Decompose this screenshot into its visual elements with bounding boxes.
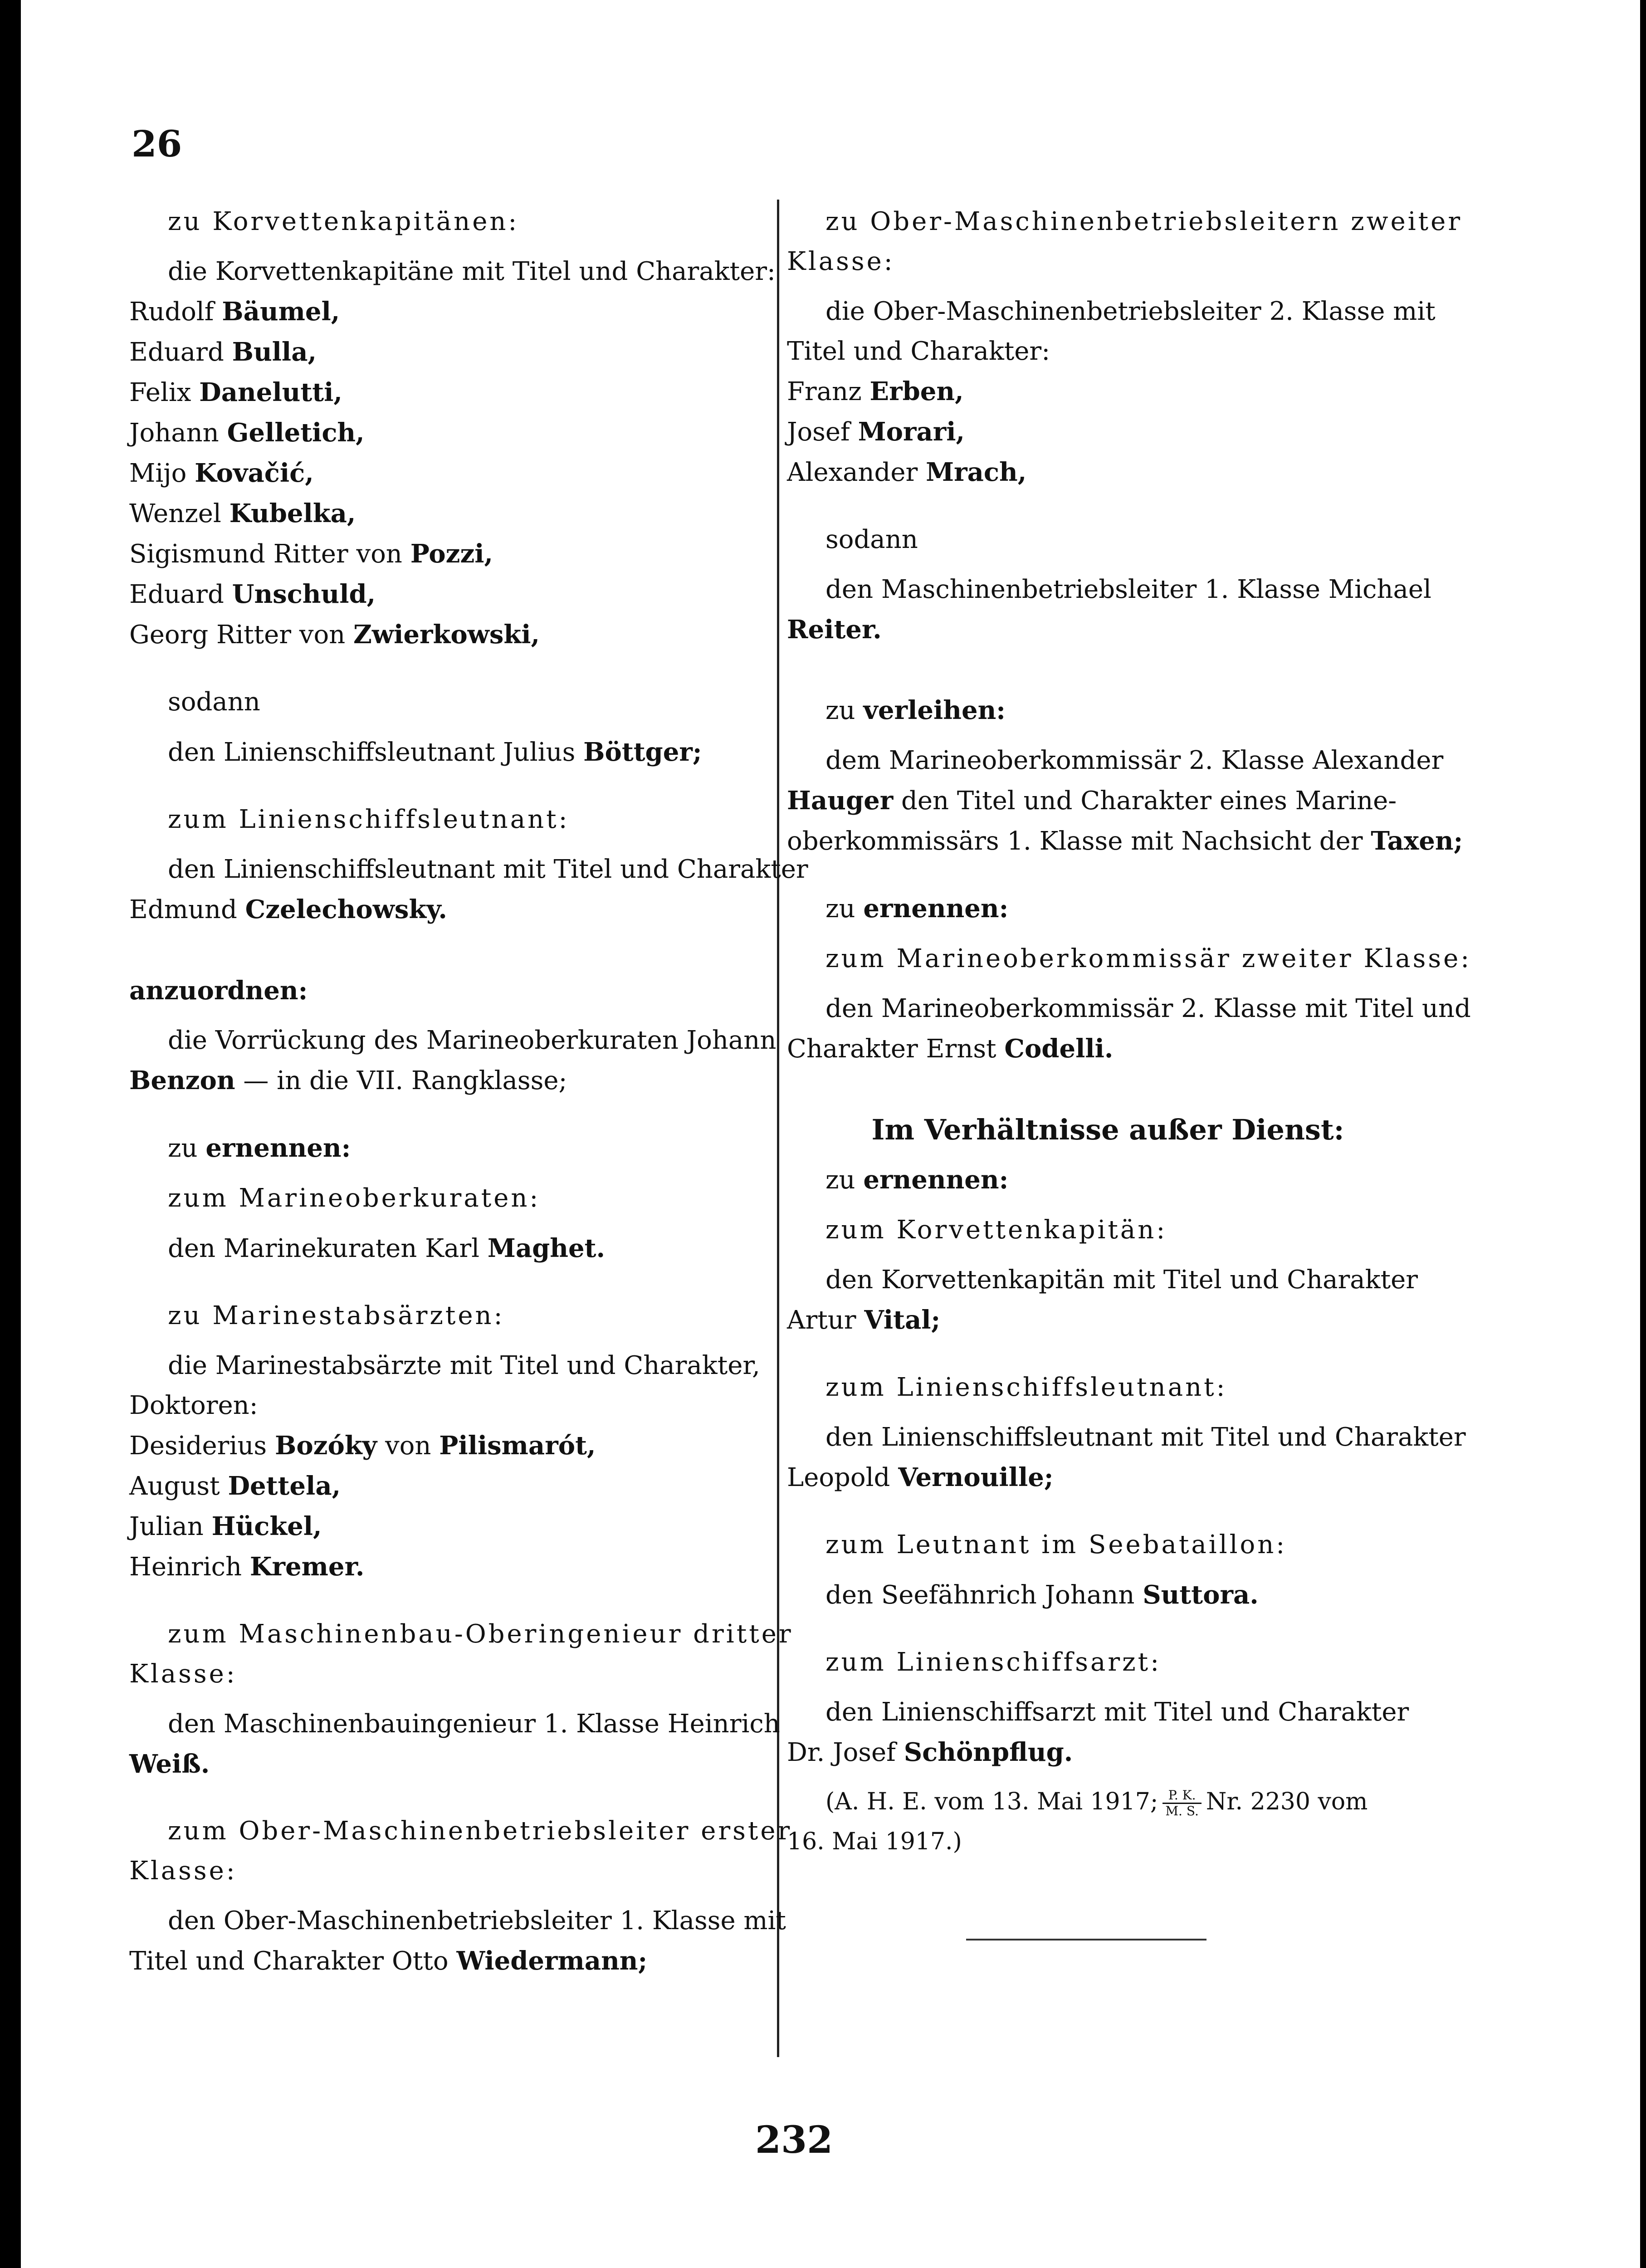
name-entry: Rudolf Bäumel,: [129, 297, 340, 327]
name-entry: Desiderius Bozóky von Pilismarót,: [129, 1431, 596, 1461]
scan-edge: [1640, 0, 1646, 2268]
heading-linienschiffsleutnant: zum Linienschiffsleutnant:: [168, 805, 570, 834]
name-entry: Eduard Unschuld,: [129, 579, 376, 609]
heading-seebataillon: zum Leutnant im Seebataillon:: [825, 1530, 1287, 1559]
paragraph: den Linienschiffsarzt mit Titel und Charakter: [825, 1697, 1409, 1727]
paragraph: den Korvettenkapitän mit Titel und Charakter: [825, 1265, 1418, 1295]
paragraph: dem Marineoberkommissär 2. Klasse Alexander: [825, 746, 1444, 775]
column-divider: [777, 200, 779, 2057]
heading-marineoberkommissaer: zum Marineoberkommissär zweiter Klasse:: [825, 944, 1472, 973]
heading-ober-maschinen: zum Ober-Maschinenbetriebsleiter erster: [168, 1816, 792, 1846]
heading-korvettenkapitaene: zu Korvettenkapitänen:: [168, 207, 519, 236]
name-entry: Sigismund Ritter von Pozzi,: [129, 539, 493, 569]
name-entry: Johann Gelletich,: [129, 418, 365, 448]
heading-maschinenbau: zum Maschinenbau-Oberingenieur dritter: [168, 1619, 793, 1649]
paragraph: den Marineoberkommissär 2. Klasse mit Titel und: [825, 994, 1471, 1023]
end-rule: [966, 1939, 1206, 1941]
paragraph-cont: oberkommissärs 1. Klasse mit Nachsicht der Taxen;: [787, 826, 1463, 856]
paragraph-cont: Hauger den Titel und Charakter eines Marine-: [787, 786, 1397, 816]
sodann-text: sodann: [168, 687, 260, 717]
name-entry: Eduard Bulla,: [129, 337, 317, 367]
section-heading: Im Verhältnisse außer Dienst:: [871, 1113, 1344, 1146]
paragraph: den Linienschiffsleutnant mit Titel und Charakter: [168, 855, 808, 884]
paragraph: den Seefähnrich Johann Suttora.: [825, 1580, 1259, 1610]
paragraph-cont: Edmund Czelechowsky.: [129, 894, 447, 924]
paragraph-cont: Artur Vital;: [787, 1305, 941, 1335]
paragraph-cont: Leopold Vernouille;: [787, 1462, 1054, 1492]
heading-ernennen: zu ernennen:: [825, 1165, 1009, 1195]
heading-cont: Klasse:: [129, 1659, 237, 1689]
page-number-bottom: 232: [755, 2118, 833, 2162]
heading-ernennen: zu ernennen:: [825, 894, 1009, 924]
paragraph: den Linienschiffsleutnant Julius Böttger;: [168, 737, 702, 767]
paragraph-cont: Titel und Charakter Otto Wiedermann;: [129, 1946, 648, 1976]
paragraph: die Ober-Maschinenbetriebsleiter 2. Klasse mit: [825, 297, 1436, 326]
name-entry: Julian Hückel,: [129, 1511, 322, 1541]
paragraph-cont: Charakter Ernst Codelli.: [787, 1034, 1114, 1064]
paragraph: den Maschinenbauingenieur 1. Klasse Heinrich: [168, 1709, 780, 1739]
paragraph: den Ober-Maschinenbetriebsleiter 1. Klasse mit: [168, 1906, 786, 1936]
paragraph: den Marinekuraten Karl Maghet.: [168, 1233, 605, 1263]
paragraph-cont: Doktoren:: [129, 1391, 258, 1420]
paragraph: die Vorrückung des Marineoberkuraten Johann: [168, 1026, 777, 1055]
sodann-text: sodann: [825, 525, 918, 554]
source-fraction: $\frac{P. K.}{M. S.}$: [1162, 1788, 1202, 1818]
paragraph-cont: Reiter.: [787, 615, 882, 645]
heading-ober-maschinen-zweiter: zu Ober-Maschinenbetriebsleitern zweiter: [825, 207, 1463, 236]
page-number-top: 26: [132, 122, 182, 165]
name-entry: Mijo Kovačić,: [129, 458, 314, 488]
name-entry: Heinrich Kremer.: [129, 1552, 365, 1582]
name-entry: Alexander Mrach,: [787, 457, 1027, 487]
name-entry: Franz Erben,: [787, 376, 964, 406]
heading-ernennen: zu ernennen:: [168, 1133, 351, 1163]
paragraph-cont: Titel und Charakter:: [787, 337, 1050, 366]
source-reference: (A. H. E. vom 13. Mai 1917; $\frac{P. K.}{M. S.}$ Nr. 2230 vom: [825, 1788, 1368, 1818]
heading-linienschiffsleutnant: zum Linienschiffsleutnant:: [825, 1373, 1227, 1402]
heading-korvettenkapitaen: zum Korvettenkapitän:: [825, 1215, 1167, 1245]
name-entry: Josef Morari,: [787, 417, 965, 447]
heading-marinestabsaerzte: zu Marinestabsärzten:: [168, 1301, 505, 1330]
name-entry: Georg Ritter von Zwierkowski,: [129, 620, 540, 650]
paragraph: die Korvettenkapitäne mit Titel und Charakter:: [168, 257, 776, 286]
heading-linienschiffsarzt: zum Linienschiffsarzt:: [825, 1647, 1162, 1677]
heading-marineoberkuraten: zum Marineoberkuraten:: [168, 1183, 541, 1213]
paragraph: den Maschinenbetriebsleiter 1. Klasse Michael: [825, 575, 1431, 604]
heading-verleihen: zu verleihen:: [825, 695, 1006, 725]
name-entry: Felix Danelutti,: [129, 377, 342, 407]
left-column: [129, 202, 808, 1981]
right-column: [787, 202, 1472, 1941]
heading-cont: Klasse:: [787, 247, 895, 276]
paragraph: den Linienschiffsleutnant mit Titel und Charakter: [825, 1422, 1466, 1452]
source-reference-cont: 16. Mai 1917.): [787, 1828, 962, 1855]
paragraph: die Marinestabsärzte mit Titel und Charakter,: [168, 1351, 760, 1380]
paragraph-cont: Weiß.: [129, 1749, 210, 1779]
heading-anzuordnen: anzuordnen:: [129, 976, 308, 1006]
paragraph-cont: Benzon — in die VII. Rangklasse;: [129, 1066, 567, 1095]
paragraph-cont: Dr. Josef Schönpflug.: [787, 1737, 1073, 1767]
heading-cont: Klasse:: [129, 1856, 237, 1886]
name-entry: August Dettela,: [129, 1471, 341, 1501]
name-entry: Wenzel Kubelka,: [129, 499, 356, 528]
